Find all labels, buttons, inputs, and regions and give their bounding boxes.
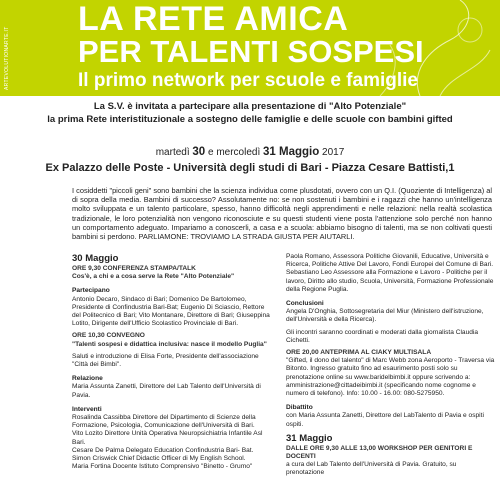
intro-line-1: La S.V. è invitata a partecipare alla presentazione di "Alto Potenziale" — [93, 101, 407, 112]
event-convegno-desc: "Talenti sospesi e didattica inclusiva: nasce il modello Puglia" — [72, 340, 267, 348]
event-screening: ORE 20,00 ANTEPRIMA AL CIAKY MULTISALA — [286, 349, 432, 357]
date-pre1: martedì — [155, 147, 190, 158]
side-vertical-text: ARTEVOLUTIONARTE.IT — [4, 26, 10, 90]
partecipano-heading: Partecipano — [72, 287, 110, 295]
intervento-item: Simon Criswick Chief Didactic Officer di My English School. — [72, 455, 246, 463]
day-heading-31: 31 Maggio — [286, 432, 333, 444]
date-day2: 31 Maggio — [263, 146, 320, 158]
date-year: 2017 — [322, 147, 345, 158]
event-press-conference-desc: Cos'è, a chi e a cosa serve la Rete "Alto Potenziale" — [72, 273, 235, 281]
event-workshop-desc: a cura del Lab Talento dell'Università di Pavia. Gratuito, su prenotazione — [286, 461, 457, 477]
dibattito-text: con Maria Assunta Zanetti, Direttore del LabTalento di Pavia e ospiti ospiti. — [286, 412, 484, 428]
intervento-item: Maria Fortina Docente Istituto Comprensivo "Binetto - Grumo" — [72, 463, 253, 471]
intro-paragraph: I cosiddetti "piccoli geni" sono bambini che la scienza individua come plusdotati, ovvero con un Q.I. (Quoziente di Intelligenza) al di sopra della media. Bambini di successo? Assolutamente no: se non sostenuti i bambini e i ragazzi che hanno un'intelligenza molto sviluppata e un talento particolare, spesso, hanno difficoltà negli apprendimenti e nelle relazioni: nella realtà scolastica tradizionale, le loro potenzialità non vengono riconosciute e su questi studenti viene posta l'attenzione solo perché non hanno un comportamento adeguato. Impariamo a conoscerli, a casa e a scuola: abbiamo bisogno di talenti, ma se non coltivati questi bambini si perdono. PARLIAMONE: TROVIAMO LA STRADA GIUSTA PER AIUTARLI. — [72, 186, 492, 242]
dibattito-heading: Dibattito — [286, 404, 313, 412]
relazione-text: Maria Assunta Zanetti, Direttore del Lab Talento dell'Università di Pavia. — [72, 383, 261, 399]
conclusioni-heading: Conclusioni — [286, 300, 324, 308]
intro-line-2: la prima Rete interistituzionale a sostegno delle famiglie e delle scuole con bambini gifted — [47, 114, 453, 125]
partecipano-text: Antonio Decaro, Sindaco di Bari; Domenico De Bartolomeo, Presidente di Confindustria Bari-Bat; Eugenio Di Sciascio, Rettore del Politecnico di Bari; Vito Montanare, Direttore di Bari; Giuseppina Lotito, Dirigente dell'Ufficio Scolastico Provinciale di Bari. — [72, 295, 270, 328]
header-banner — [0, 0, 500, 96]
event-workshop: DALLE ORE 9,30 ALLE 13,00 WORKSHOP PER GENITORI E DOCENTI — [286, 444, 473, 461]
intervento-item: Vito Lozito Direttore Unità Operativa Neuropsichiatria Infantile Asl Bari. — [72, 430, 263, 446]
event-dates — [0, 146, 500, 158]
title-line-1: LA RETE AMICA — [78, 0, 349, 38]
moderator-text: Gli incontri saranno coordinati e moderati dalla giornalista Claudia Cichetti. — [286, 328, 479, 344]
date-day1: 30 — [192, 146, 206, 158]
event-screening-desc: "Gifted, il dono del talento" di Marc Webb zona Aeroporto - Traversa via Bitonto. Ingresso gratuito fino ad esaurimento posti solo su prenotazione online su www.baridelbimbi.it oppure scrivendo a: amministrazione@cittadeibimbi.it (specificando nome cognome e numero di telefono). Info: 10.00 - 16.00: 080-5275950. — [286, 357, 495, 398]
intervento-item: Rosalinda Cassibba Direttore del Dipartimento di Scienze della Formazione, Psicologia, Comunicazione dell'Università di Bari. — [72, 414, 256, 430]
program-right-column — [286, 253, 496, 478]
program-left-column — [72, 253, 272, 471]
event-press-conference: ORE 9,30 CONFERENZA STAMPA/TALK — [72, 265, 196, 272]
saluti-text: Saluti e introduzione di Elisa Forte, Presidente dell'associazione "Città dei Bimbi". — [72, 352, 259, 369]
relazione-heading: Relazione — [72, 375, 103, 383]
speakers-text: Paola Romano, Assessora Politiche Giovanili, Educative, Università e Ricerca, Politiche Attive Del Lavoro, Fondi Europei del Comune di Bari. Sebastiano Leo Assessore alla Formazione e Lavoro - Politiche per il lavoro, Diritto allo studio, Scuola, Università, Formazione Professionale della Regione Puglia. — [286, 253, 494, 293]
day-heading-30: 30 Maggio — [72, 253, 119, 264]
interventi-heading: Interventi — [72, 405, 102, 413]
venue: Ex Palazzo delle Poste - Università degli studi di Bari - Piazza Cesare Battisti,1 — [45, 162, 455, 174]
title-line-2: PER TALENTI SOSPESI — [78, 34, 424, 69]
conclusioni-text: Angela D'Onghia, Sottosegretaria del Miur (Ministero dell'istruzione, dell'Università e della Ricerca). — [286, 308, 484, 324]
date-mid: e mercoledì — [207, 147, 261, 158]
subtitle: Il primo network per scuole e famiglie — [78, 70, 418, 91]
intervento-item: Cesare De Palma Delegato Education Confindustria Bari- Bat. — [72, 446, 254, 454]
event-convegno: ORE 10,30 CONVEGNO — [72, 332, 145, 340]
